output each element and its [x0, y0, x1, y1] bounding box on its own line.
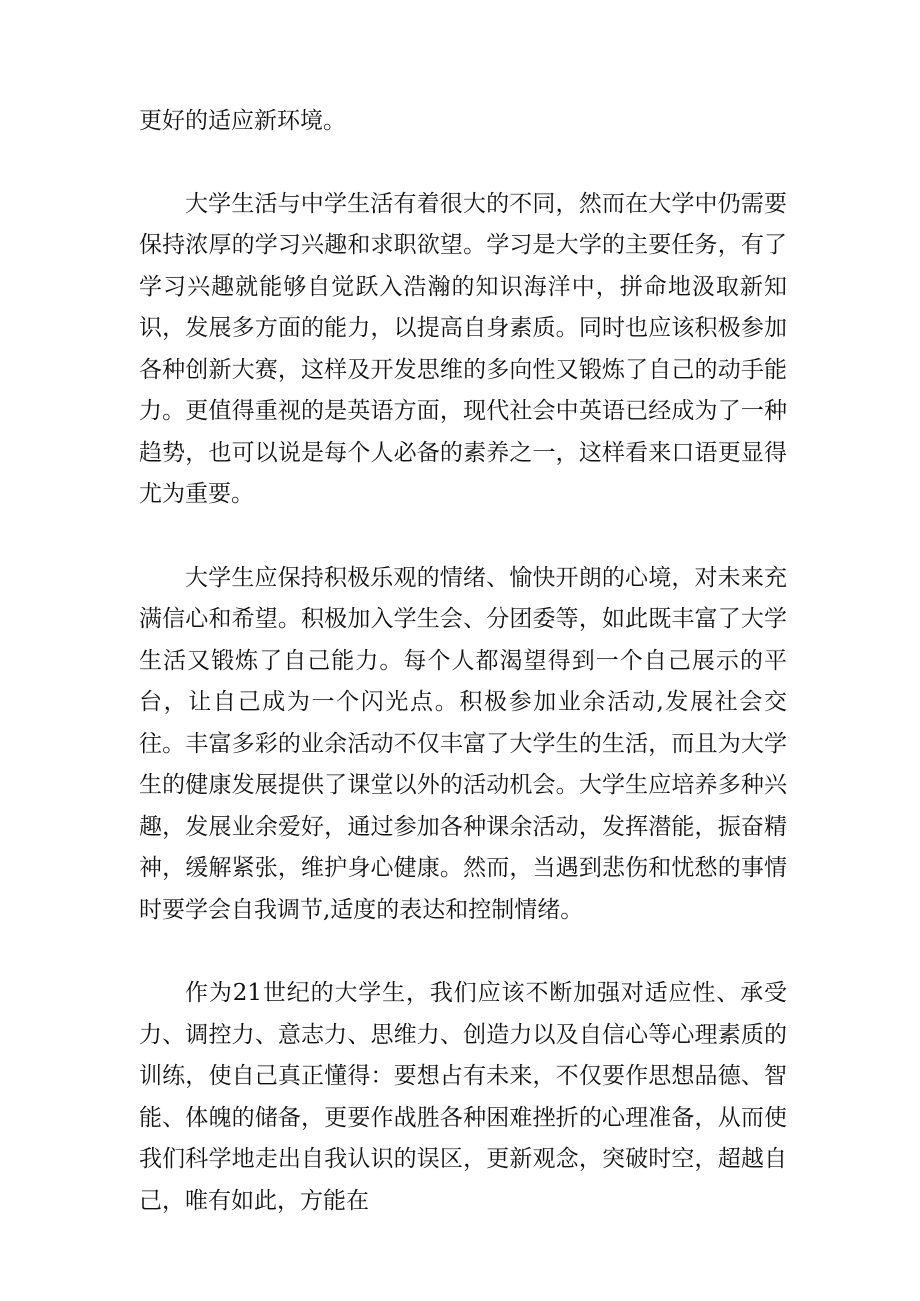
paragraph-study-interest: 大学生活与中学生活有着很大的不同，然而在大学中仍需要保持浓厚的学习兴趣和求职欲望。学习是大学的主要任务，有了学习兴趣就能够自觉跃入浩瀚的知识海洋中，拼命地汲取新知识，发展多方面的能力，以提高自身素质。同时也应该积极参加各种创新大赛，这样及开发思维的多向性又锻炼了自己的动手能力。更值得重视的是英语方面，现代社会中英语已经成为了一种趋势，也可以说是每个人必备的素养之一，这样看来口语更显得尤为重要。	[139, 190, 787, 507]
document-body	[139, 101, 787, 1264]
paragraph-positive-attitude: 大学生应保持积极乐观的情绪、愉快开朗的心境，对未来充满信心和希望。积极加入学生会、分团委等，如此既丰富了大学生活又锻炼了自己能力。每个人都渴望得到一个自己展示的平台，让自己成为一个闪光点。积极参加业余活动,发展社会交往。丰富多彩的业余活动不仅丰富了大学生的生活，而且为大学生的健康发展提供了课堂以外的活动机会。大学生应培养多种兴趣，发展业余爱好，通过参加各种课余活动，发挥潜能，振奋精神，缓解紧张，维护身心健康。然而，当遇到悲伤和忧愁的事情时要学会自我调节,适度的表达和控制情绪。	[139, 564, 787, 923]
paragraph-continuation: 更好的适应新环境。	[139, 108, 346, 134]
paragraph-psychological-quality: 作为21世纪的大学生，我们应该不断加强对适应性、承受力、调控力、意志力、思维力、创造力以及自信心等心理素质的训练，使自己真正懂得：要想占有未来，不仅要作思想品德、智能、体魄的储备，更要作战胜各种困难挫折的心理准备，从而使我们科学地走出自我认识的误区，更新观念，突破时空，超越自己，唯有如此，方能在	[139, 980, 787, 1214]
